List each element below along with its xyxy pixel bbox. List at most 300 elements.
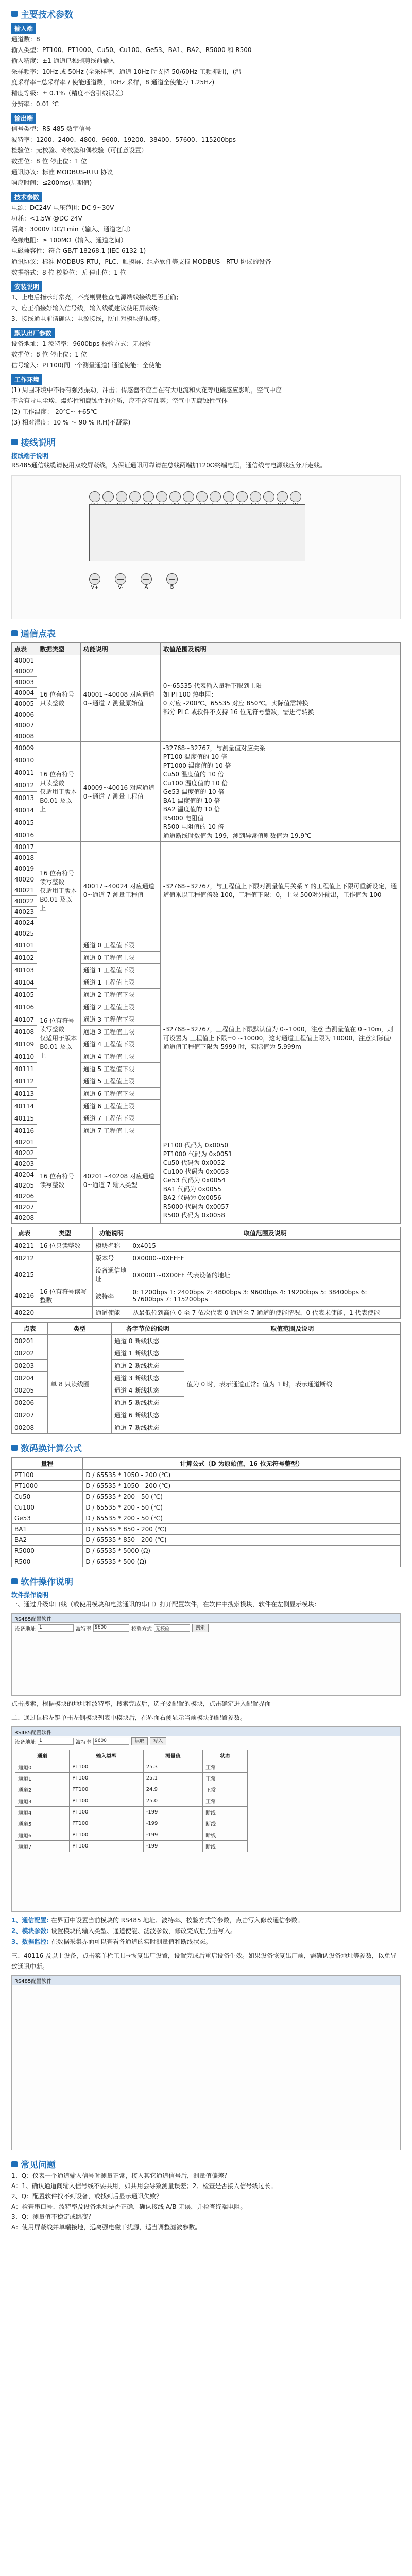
formula-expr: D / 65535 * 5000 (Ω): [83, 1546, 401, 1556]
table-header: 各字节位的说明: [111, 1323, 184, 1335]
channel-cell: 25.0: [143, 1795, 202, 1807]
code-value: 代码为 0x0056: [177, 1194, 221, 1201]
screw-icon: [156, 491, 167, 502]
module-body: [89, 504, 305, 561]
channel-cell: 通道7: [15, 1841, 70, 1852]
table-row: [12, 1546, 401, 1556]
addr-input-2[interactable]: 1: [38, 1738, 74, 1745]
point-addr: 40207: [12, 1202, 37, 1213]
code-value: 代码为 0x0054: [181, 1177, 226, 1184]
table-row[interactable]: [15, 1818, 248, 1829]
range-pair: [163, 752, 398, 761]
point-addr: 40112: [12, 1075, 37, 1088]
tech-lines: [11, 202, 401, 278]
point-addr: 40101: [12, 939, 37, 952]
input-bar: 输入端: [11, 23, 36, 34]
screw-icon: [250, 491, 261, 502]
spec-line: 检验位：无校验、奇校验和偶校验（可任意设置）: [11, 147, 148, 154]
default-bar: 默认出厂参数: [11, 328, 55, 338]
screw-icon: [223, 491, 234, 502]
spec-line: 信号类型：RS-485 数字信号: [11, 125, 92, 132]
point-type: 16 位有符号读写整数: [37, 1137, 81, 1224]
point-range: [160, 655, 400, 742]
coil-addr: 00205: [12, 1384, 48, 1397]
channel-cell: 通道1: [15, 1773, 70, 1784]
point-addr: 40113: [12, 1088, 37, 1100]
wiring-desc: RS485通信线缆请使用双绞屏蔽线，为保证通讯可靠请在总线两端加120Ω终端电阻，通信线与电源线应分开走线。: [11, 462, 326, 469]
table-header: 点表: [12, 643, 37, 655]
range-desc: 温度值的 10 倍: [185, 779, 228, 787]
formula-expr: D / 65535 * 850 - 200 (℃): [83, 1524, 401, 1535]
range-desc: 温度值的 10 倍: [177, 797, 220, 804]
range-desc: 电阻值的 10 倍: [181, 823, 224, 831]
spec-line: 设备地址：1 波特率：9600bps 校验方式：无校验: [11, 340, 151, 347]
step3-text: 在界面中设置当前模块的 RS485 地址、波特率、校验方式等参数，点击写入修改通信参数。: [50, 1917, 304, 1924]
channel-cell: PT100: [70, 1818, 144, 1829]
point-func: 通道 6 工程值上限: [80, 1100, 160, 1112]
screw-icon: [102, 491, 114, 502]
code-value: 代码为 0x0055: [177, 1185, 221, 1193]
screw-icon: [143, 491, 154, 502]
spec-line: 信号输入：PT100(同一个测量通道) 通道使能：全使能: [11, 362, 161, 369]
table-row: [12, 1524, 401, 1535]
power-terminal: [141, 573, 152, 590]
point-func: 通道 2 工程值下限: [80, 989, 160, 1001]
spec-line: 度采样率=总采样率 / 使能通道数，10Hz 采样，8 通道全使能为 1.25Hz): [11, 79, 215, 86]
sys-cell: 波特率: [93, 1285, 130, 1307]
point-addr: 40016: [12, 829, 37, 841]
point-func: 40009~40016 对应通道 0~通道 7 测量工程值: [80, 742, 160, 842]
spec-line: 不含有导电尘埃、爆炸性和腐蚀性的介质，应不含有油雾；空气中无腐蚀性气体: [11, 397, 228, 404]
sys-cell: 通道使能: [93, 1307, 130, 1319]
channel-cell: PT100: [70, 1761, 144, 1773]
screw-icon: [169, 491, 181, 502]
table-row: [12, 1335, 401, 1347]
table-row: [12, 842, 401, 853]
point-addr: 40204: [12, 1170, 37, 1180]
window-title-3: RS485配置软件: [12, 1976, 400, 1985]
point-addr: 40011: [12, 767, 37, 779]
table-row: [12, 1513, 401, 1524]
spec-line: 输入类型：PT100、PT1000、Cu50、Cu100、Ge53、BA1、BA2、R5000 和 R500: [11, 46, 252, 54]
point-addr: 40110: [12, 1050, 37, 1063]
formula-range: Cu100: [12, 1502, 83, 1513]
type-note: 仅适用于版本 B0.01 及以上: [40, 788, 77, 813]
channel-cell: -199: [143, 1818, 202, 1829]
point-addr: 40006: [12, 709, 37, 720]
point-func: 40001~40008 对应通道 0~通道 7 测量原始值: [80, 655, 160, 742]
code-pair: [163, 1211, 398, 1219]
spec-line: 通讯协议：标准 MODBUS-RTU，PLC、触摸屏、组态软件等支持 MODBUS - RTU 协议的设备: [11, 258, 271, 265]
point-addr: 40104: [12, 976, 37, 989]
software-step4: [11, 1926, 401, 1937]
point-func: 通道 5 工程值下限: [80, 1063, 160, 1075]
sys-cell: 0X0001~0X00FF 代表设备的地址: [130, 1264, 400, 1285]
section-bullet-icon: [11, 1445, 18, 1451]
datasheet-page: [0, 7, 412, 2576]
formula-range: PT100: [12, 1470, 83, 1481]
sys-cell: 16 位只读整数: [37, 1240, 93, 1252]
sys-cell: 从最低位到高位 0 至 7 依次代表 0 通道至 7 通道的使能情况，0 代表未使能，1 代表使能: [130, 1307, 400, 1319]
code-value: 代码为 0x0053: [185, 1168, 229, 1175]
range-pair: [163, 787, 398, 796]
spec-line: 绝缘电阻：≥ 100MΩ（输入、通道之间）: [11, 236, 127, 244]
channel-cell: PT100: [70, 1784, 144, 1795]
search-button[interactable]: 搜索: [192, 1624, 209, 1632]
sys-cell: 0X0000~0XFFFF: [130, 1252, 400, 1264]
sys-cell: [37, 1252, 93, 1264]
screw-icon: [196, 491, 208, 502]
software-subtitle: 软件操作说明: [11, 1591, 49, 1599]
point-addr: 40203: [12, 1159, 37, 1170]
addr-input[interactable]: 1: [38, 1624, 74, 1632]
screw-icon: [183, 491, 194, 502]
coil-addr: 00207: [12, 1409, 48, 1421]
output-bar: 输出端: [11, 113, 36, 124]
channel-cell: -199: [143, 1807, 202, 1818]
formula-range: R5000: [12, 1546, 83, 1556]
spec-line: 数据格式：8 位 校验位：无 停止位：1 位: [11, 269, 126, 276]
spec-line: 电源：DC24V 电压范围: DC 9~30V: [11, 204, 114, 211]
type-text: 16 位有符号读写整数: [40, 869, 75, 886]
channel-cell: 正常: [203, 1773, 248, 1784]
range-desc: 温度值的 10 倍: [181, 771, 224, 778]
range-desc: 温度值的 10 倍: [181, 788, 225, 795]
channel-cell: 25.3: [143, 1761, 202, 1773]
spec-line: 精度等级：± 0.1%（精度不含引线误差）: [11, 90, 127, 97]
type-note: 仅适用于版本 B0.01 及以上: [40, 887, 77, 912]
coil-label: 通道 2 断线状态: [111, 1360, 184, 1372]
screw-icon: [263, 491, 274, 502]
range-text: -32768~32767，与工程值上下限对测量值用关系 Y 的工程值上下限可重新设定，通道值乘以工程值倍数 100，工程值下限：0，上限 500对外输出，工作值为 100: [163, 883, 397, 899]
range-desc: 温度值的 10 倍: [188, 762, 231, 769]
table-row[interactable]: [15, 1784, 248, 1795]
table-row[interactable]: [15, 1841, 248, 1852]
spec-line: 输入精度：±1 通道已独制剪线前输入: [11, 57, 115, 64]
code-type: PT1000: [163, 1150, 186, 1158]
channel-cell: -199: [143, 1841, 202, 1852]
table-row: [12, 655, 401, 666]
write-button[interactable]: 写入: [150, 1737, 166, 1745]
point-addr: 40003: [12, 677, 37, 688]
software-step2: 二、通过鼠标左键单击左侧模块列表中模块后，在界面右侧显示当前模块的配置参数。: [11, 1714, 247, 1721]
faq-a1: A：1、确认通道间输入信号线不要共用，如共用会导致测量误差；2、检查是否接入信号线过长。: [11, 2182, 277, 2190]
code-type: BA2: [163, 1194, 176, 1201]
sys-cell: 40220: [12, 1307, 37, 1319]
code-pair: [163, 1158, 398, 1167]
spec-line: (1) 周围环境中不得有强烈振动，冲击；传感器不应当在有大电流和火花等电磁感应影响，空气中应: [11, 386, 282, 394]
point-func: 通道 3 工程值下限: [80, 1013, 160, 1026]
terminal-label: B: [170, 585, 174, 590]
point-addr: 40102: [12, 952, 37, 964]
table-header: 通道: [15, 1750, 70, 1761]
spec-line: (3) 相对湿度：10 % ～ 90 % R.H(不凝露): [11, 419, 131, 426]
point-addr: 40025: [12, 928, 37, 939]
type-note: 仅适用于版本 B0.01 及以上: [40, 1035, 77, 1059]
range-pair: [163, 761, 398, 770]
screw-icon: [290, 491, 301, 502]
channel-cell: 通道3: [15, 1795, 70, 1807]
formula-expr: D / 65535 * 1050 - 200 (℃): [83, 1470, 401, 1481]
formula-range: PT1000: [12, 1481, 83, 1492]
spec-line: 数据位：8 位 停止位：1 位: [11, 351, 87, 358]
code-value: 代码为 0x0052: [181, 1159, 225, 1166]
point-addr: 40014: [12, 804, 37, 817]
software-window-3: [11, 1975, 401, 2150]
config-row: [12, 1736, 400, 1747]
baud-input-2[interactable]: 9600: [93, 1738, 129, 1745]
power-terminal: [115, 573, 126, 590]
window-title-2: RS485配置软件: [12, 1727, 400, 1736]
sys-cell: 16 位有符号读写整数: [37, 1285, 93, 1307]
code-value: 代码为 0x0058: [181, 1212, 225, 1219]
read-button[interactable]: 读取: [131, 1737, 148, 1745]
screw-icon: [166, 573, 178, 585]
table-row[interactable]: [15, 1807, 248, 1818]
coil-label: 通道 6 断线状态: [111, 1409, 184, 1421]
coil-addr: 00202: [12, 1347, 48, 1360]
code-type: R500: [163, 1212, 179, 1219]
point-addr: 40015: [12, 817, 37, 829]
type-text: 16 位有符号读写整数: [40, 1017, 75, 1033]
screw-icon: [210, 491, 221, 502]
step5-text: 在数据采集界面可以查看各通道的实时测量值和断线状态。: [50, 1938, 212, 1945]
table-row: [12, 1285, 401, 1307]
addr-row: [12, 1623, 400, 1633]
table-row[interactable]: [15, 1761, 248, 1773]
addr-label: 设备地址: [15, 1626, 36, 1632]
point-addr: 40024: [12, 918, 37, 928]
range-desc: 电阻值: [185, 815, 204, 822]
point-func: 通道 6 工程值下限: [80, 1088, 160, 1100]
spec-line: 通讯协议：标准 MODBUS-RTU 协议: [11, 168, 113, 176]
point-addr: 40115: [12, 1112, 37, 1125]
table-row: [12, 939, 401, 952]
spec-line: 1、上电后指示灯常亮，不亮则要检查电源端线接线是否正确；: [11, 294, 182, 301]
code-type: Cu50: [163, 1159, 180, 1166]
point-range: [160, 842, 400, 939]
step4-text: 设置模块的输入类型、通道使能、滤波参数，修改完成后点击写入。: [50, 1927, 236, 1935]
parity-input[interactable]: 无校验: [154, 1624, 190, 1632]
screw-icon: [277, 491, 288, 502]
spec-line: 通道数：8: [11, 36, 40, 43]
range-pair: [163, 778, 398, 787]
screw-icon: [89, 573, 100, 585]
spec-line: 数据位：8 位 停止位：1 位: [11, 158, 87, 165]
point-addr: 40005: [12, 699, 37, 709]
formula-expr: D / 65535 * 500 (Ω): [83, 1556, 401, 1567]
table-row: [12, 1137, 401, 1148]
channel-cell: -199: [143, 1829, 202, 1841]
point-addr: 40010: [12, 754, 37, 767]
point-addr: 40109: [12, 1038, 37, 1050]
coil-label: 通道 0 断线状态: [111, 1335, 184, 1347]
table-row[interactable]: [15, 1829, 248, 1841]
system-table: [11, 1227, 401, 1319]
screw-icon: [89, 491, 100, 502]
channel-cell: 通道2: [15, 1784, 70, 1795]
code-value: 代码为 0x0050: [184, 1142, 229, 1149]
point-func: 通道 0 工程值上限: [80, 952, 160, 964]
point-func: 通道 0 工程值下限: [80, 939, 160, 952]
channel-cell: 正常: [203, 1784, 248, 1795]
coil-label: 通道 5 断线状态: [111, 1397, 184, 1409]
sys-cell: [37, 1307, 93, 1319]
point-func: 通道 4 工程值下限: [80, 1038, 160, 1050]
terminal-label: A: [144, 585, 148, 590]
table-header: 量程: [12, 1458, 83, 1470]
point-addr: 40206: [12, 1191, 37, 1202]
table-row: [12, 1481, 401, 1492]
range-head: -32768~32767，与测量值对应关系: [163, 744, 266, 752]
terminal-label: V-: [118, 585, 123, 590]
point-func: 通道 1 工程值上限: [80, 976, 160, 989]
code-type: PT100: [163, 1142, 183, 1149]
spec-line: 分辨率：0.01 ℃: [11, 100, 59, 108]
range-line: 如 PT100 热电阻：: [163, 690, 217, 698]
parity-label: 校验方式: [131, 1626, 152, 1632]
point-type: [37, 939, 81, 1137]
point-addr: 40008: [12, 731, 37, 742]
point-addr: 40013: [12, 792, 37, 804]
faq-a3: A：使用屏蔽线并单端接地，远离强电磁干扰源，适当调整滤波参数。: [11, 2224, 201, 2231]
software-window-1: [11, 1613, 401, 1696]
point-addr: 40019: [12, 863, 37, 874]
install-bar: 安装说明: [11, 281, 42, 292]
table-row: [12, 1535, 401, 1546]
range-tail: 通道断线时数值为-199，测到异常值则数值为-19.9℃: [163, 832, 312, 839]
power-terminal: [89, 573, 100, 590]
point-func: 通道 3 工程值上限: [80, 1026, 160, 1038]
table-header: 输入类型: [70, 1750, 144, 1761]
table-row: [12, 1470, 401, 1481]
tech-bar: 技术参数: [11, 192, 42, 202]
range-line: 部分 PLC 或软件不支持 16 位无符号整数，需进行转换: [163, 708, 314, 716]
section-bullet-icon: [11, 439, 18, 445]
screw-icon: [129, 491, 141, 502]
section-bullet-icon: [11, 630, 18, 636]
screw-icon: [116, 491, 127, 502]
code-pair: [163, 1167, 398, 1176]
spec-line: (2) 工作温度：-20℃~ +65℃: [11, 408, 97, 415]
code-type: Cu100: [163, 1168, 183, 1175]
range-type: Ge53: [163, 788, 180, 795]
code-pair: [163, 1141, 398, 1149]
point-addr: 40201: [12, 1137, 37, 1148]
range-pair: [163, 770, 398, 778]
coil-addr: 00201: [12, 1335, 48, 1347]
sys-cell: 模块名称: [93, 1240, 130, 1252]
channel-table: [15, 1750, 248, 1852]
sys-cell: 版本号: [93, 1252, 130, 1264]
point-addr: 40007: [12, 720, 37, 731]
point-addr: 40001: [12, 655, 37, 666]
section-spec-title: 主要技术参数: [11, 7, 401, 20]
table-row[interactable]: [15, 1795, 248, 1807]
point-func: 通道 7 工程值上限: [80, 1125, 160, 1137]
point-addr: 40111: [12, 1063, 37, 1075]
formula-table: [11, 1457, 401, 1567]
table-row: [12, 742, 401, 754]
software-step3: [11, 1915, 401, 1926]
point-addr: 40018: [12, 853, 37, 863]
range-desc: 温度值的 10 倍: [177, 806, 220, 813]
install-lines: [11, 292, 401, 325]
point-type: [37, 842, 81, 939]
table-row: [12, 1502, 401, 1513]
spec-line: 电磁兼容性：符合 GB/T 18268.1 (IEC 6132-1): [11, 247, 146, 255]
channel-cell: PT100: [70, 1829, 144, 1841]
coil-type: 单 8 只读线圈: [48, 1335, 112, 1434]
channel-cell: 通道5: [15, 1818, 70, 1829]
point-func: 通道 7 工程值下限: [80, 1112, 160, 1125]
point-addr: 40002: [12, 666, 37, 677]
table-header: 取值范围及说明: [160, 643, 400, 655]
section-wiring-title: 接线说明: [11, 435, 401, 448]
faq-q1: 1、Q：仪表一个通道输入信号时测量正常，接入其它通道信号后，测量值偏差？: [11, 2172, 231, 2179]
point-type: [37, 655, 81, 742]
coil-addr: 00203: [12, 1360, 48, 1372]
point-addr: 40114: [12, 1100, 37, 1112]
screw-icon: [236, 491, 248, 502]
faq-q3: 3、Q：测量值不稳定或跳变？: [11, 2213, 95, 2221]
env-bar: 工作环境: [11, 374, 42, 385]
table-header: 功能说明: [80, 643, 160, 655]
table-row[interactable]: [15, 1773, 248, 1784]
formula-expr: D / 65535 * 200 - 50 (℃): [83, 1502, 401, 1513]
range-type: BA2: [163, 806, 176, 813]
channel-cell: 25.1: [143, 1773, 202, 1784]
sys-cell: 40215: [12, 1264, 37, 1285]
spec-line: 2、应正确接好输入信号线，输入线缆建议使用屏蔽线；: [11, 304, 164, 312]
point-func: 通道 1 工程值下限: [80, 964, 160, 976]
software-step1: 一、通过升级串口线（或使用模块和电脑通讯的串口）打开配置软件，在软件中搜索模块，软件在左侧显示模块：: [11, 1601, 321, 1608]
coil-addr: 00208: [12, 1421, 48, 1434]
code-type: Ge53: [163, 1177, 180, 1184]
range-desc: 温度值的 10 倍: [184, 753, 227, 760]
point-range: [160, 742, 400, 842]
channel-cell: 断线: [203, 1841, 248, 1852]
code-value: 代码为 0x0057: [185, 1203, 229, 1210]
point-addr: 40116: [12, 1125, 37, 1137]
table-row: [12, 1307, 401, 1319]
software-step5: [11, 1937, 401, 1947]
point-addr: 40208: [12, 1213, 37, 1224]
table-header: 类型: [37, 1227, 93, 1240]
screw-icon: [115, 573, 126, 585]
formula-expr: D / 65535 * 200 - 50 (℃): [83, 1492, 401, 1502]
baud-input[interactable]: 9600: [93, 1624, 129, 1632]
sys-cell: 40216: [12, 1285, 37, 1307]
channel-cell: PT100: [70, 1795, 144, 1807]
table-header: 数据类型: [37, 643, 81, 655]
point-addr: 40105: [12, 989, 37, 1001]
range-pair: [163, 796, 398, 805]
channel-cell: 断线: [203, 1818, 248, 1829]
point-addr: 40012: [12, 779, 37, 791]
range-pair: [163, 805, 398, 814]
output-lines: [11, 124, 401, 189]
point-func: 40201~40208 对应通道 0~通道 7 输入类型: [80, 1137, 160, 1224]
step3-label: 1、通信配置:: [11, 1917, 49, 1924]
channel-cell: 通道4: [15, 1807, 70, 1818]
code-type: BA1: [163, 1185, 176, 1193]
formula-expr: D / 65535 * 200 - 50 (℃): [83, 1513, 401, 1524]
code-pair: [163, 1193, 398, 1202]
code-pair: [163, 1202, 398, 1211]
formula-range: BA2: [12, 1535, 83, 1546]
section-points-title: 通信点表: [11, 626, 401, 639]
